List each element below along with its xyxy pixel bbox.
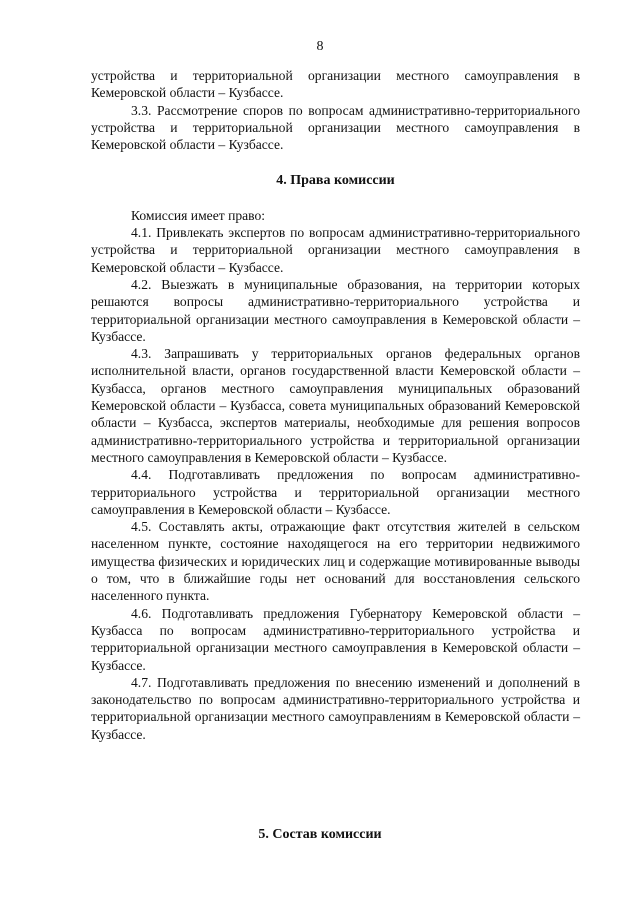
- item-4-3: 4.3. Запрашивать у территориальных органов федеральных органов исполнительной власти, органов государственной власти Кемеровской области – Кузбасса, органов местного самоуправления муниципальных образований Кемеровской области – Кузбасса, совета муниципальных образований Кемеровской области – Кузбасса, экспертов материалы, необходимые для решения вопросов административно-территориального устройства и территориальной организации местного самоуправления в Кемеровской области – Кузбассе.: [91, 346, 580, 465]
- document-body: [91, 67, 580, 743]
- item-4-4: 4.4. Подготавливать предложения по вопросам административно-территориального устройства и территориальной организации местного самоуправления в Кемеровской области – Кузбассе.: [91, 467, 580, 517]
- item-4-6: 4.6. Подготавливать предложения Губернатору Кемеровской области – Кузбасса по вопросам административно-территориального устройства и территориальной организации местного самоуправления в Кемеровской области – Кузбассе.: [91, 605, 580, 673]
- item-4-5: 4.5. Составлять акты, отражающие факт отсутствия жителей в сельском населенном пункте, состояние находящегося на его территории недвижимого имущества физических и юридических лиц и содержащие мотивированные выводы о том, что в ближайшие годы нет оснований для восстановления сельского населенного пункта.: [91, 519, 580, 604]
- item-4-7: 4.7. Подготавливать предложения по внесению изменений и дополнений в законодательство по вопросам административно-территориального устройства и территориальной организации местного самоуправлениям в Кемеровской области – Кузбассе.: [91, 674, 580, 742]
- paragraph-3-3: 3.3. Рассмотрение споров по вопросам административно-территориального устройства и территориальной организации местного самоуправления в Кемеровской области – Кузбассе.: [91, 102, 580, 153]
- section-4-intro: Комиссия имеет право:: [131, 207, 266, 223]
- item-4-2: 4.2. Выезжать в муниципальные образования, на территории которых решаются вопросы административно-территориального устройства и территориальной организации местного самоуправления в Кемеровской области – Кузбассе.: [91, 276, 580, 344]
- section-4-heading: 4. Права комиссии: [276, 173, 395, 189]
- page-number: 8: [316, 39, 324, 54]
- paragraph-continuation: устройства и территориальной организации местного самоуправления в Кемеровской области – Кузбассе.: [91, 68, 580, 101]
- section-5-heading: 5. Состав комиссии: [258, 827, 382, 842]
- item-4-1: 4.1. Привлекать экспертов по вопросам административно-территориального устройства и территориальной организации местного самоуправления в Кемеровской области – Кузбассе.: [91, 225, 580, 275]
